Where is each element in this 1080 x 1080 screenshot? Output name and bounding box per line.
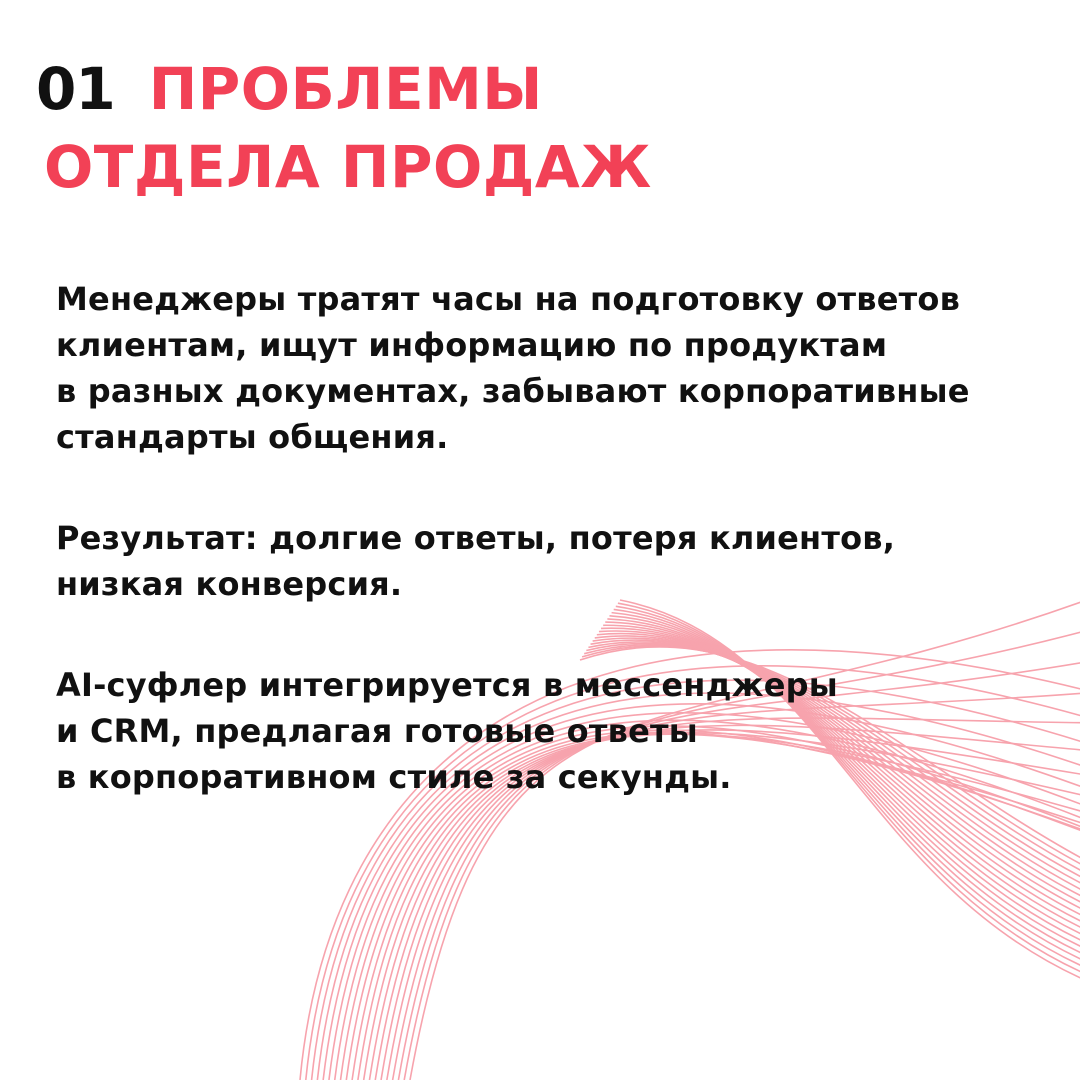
- text-line: в разных документах, забывают корпоративные: [56, 372, 970, 410]
- text-line: Менеджеры тратят часы на подготовку ответов: [56, 280, 961, 318]
- text-line: и CRM, предлагая готовые ответы: [56, 712, 698, 750]
- title-line-1: [36, 50, 652, 128]
- text-line: AI-суфлер интегрируется в мессенджеры: [56, 666, 838, 704]
- title-accent-line-2: ОТДЕЛА ПРОДАЖ: [44, 133, 652, 201]
- paragraph-problem: [56, 276, 1036, 460]
- text-line: Результат: долгие ответы, потеря клиентов,: [56, 519, 896, 557]
- page-title: [36, 50, 652, 206]
- text-line: клиентам, ищут информацию по продуктам: [56, 326, 888, 364]
- text-line: низкая конверсия.: [56, 565, 403, 603]
- text-line: стандарты общения.: [56, 418, 449, 456]
- paragraph-solution: [56, 662, 1036, 800]
- section-number: 01: [36, 55, 115, 123]
- body-text: [56, 276, 1036, 855]
- title-accent-line-1: ПРОБЛЕМЫ: [148, 55, 543, 123]
- title-line-2: [44, 128, 652, 206]
- paragraph-result: [56, 515, 1036, 607]
- text-line: в корпоративном стиле за секунды.: [56, 758, 732, 796]
